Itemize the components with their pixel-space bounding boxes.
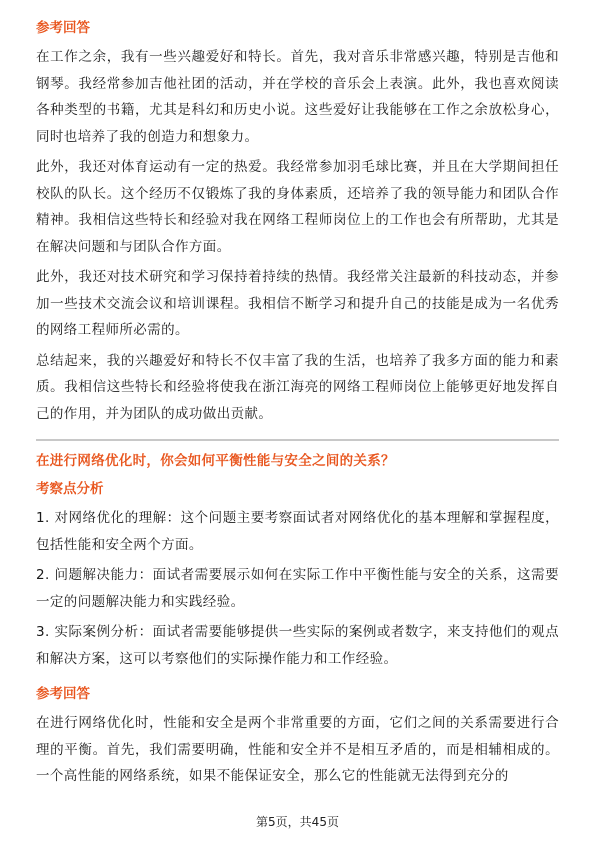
section-divider: [36, 439, 559, 441]
reference-answer-label: 参考回答: [36, 686, 90, 702]
reference-answer-label: 参考回答: [36, 20, 90, 36]
answer-paragraph: 总结起来，我的兴趣爱好和特长不仅丰富了我的生活，也培养了我多方面的能力和素质。我相信这些特长和经验将使我在浙江海亮的网络工程师岗位上能够更好地发挥自己的作用，并为团队的成功做出贡献。: [36, 352, 559, 422]
analysis-item: 1. 对网络优化的理解：这个问题主要考察面试者对网络优化的基本理解和掌握程度，包括性能和安全两个方面。: [36, 510, 559, 553]
spacer: [36, 676, 559, 684]
answer-paragraph: 在进行网络优化时，性能和安全是两个非常重要的方面，它们之间的关系需要进行合理的平衡。首先，我们需要明确，性能和安全并不是相互矛盾的，而是相辅相成的。一个高性能的网络系统，如果不能保证安全，那么它的性能就无法得到充分的: [36, 715, 559, 784]
analysis-item: 2. 问题解决能力：面试者需要展示如何在实际工作中平衡性能与安全的关系，这需要一定的问题解决能力和实践经验。: [36, 567, 559, 610]
question-heading: 在进行网络优化时，你会如何平衡性能与安全之间的关系？: [36, 453, 395, 469]
page-number: 第5页，共45页: [256, 815, 339, 829]
analysis-label: 考察点分析: [36, 481, 104, 497]
answer-paragraph: 此外，我还对体育运动有一定的热爱。我经常参加羽毛球比赛，并且在大学期间担任校队的队长。这个经历不仅锻炼了我的身体素质，还培养了我的领导能力和团队合作精神。我相信这些特长和经验对我在网络工程师岗位上的工作也会有所帮助，尤其是在解决问题和与团队合作方面。: [36, 159, 559, 255]
analysis-item: 3. 实际案例分析：面试者需要能够提供一些实际的案例或者数字，来支持他们的观点和解决方案，这可以考察他们的实际操作能力和工作经验。: [36, 624, 559, 667]
answer-paragraph: 此外，我还对技术研究和学习保持着持续的热情。我经常关注最新的科技动态，并参加一些技术交流会议和培训课程。我相信不断学习和提升自己的技能是成为一名优秀的网络工程师所必需的。: [36, 269, 559, 338]
answer-paragraph: 在工作之余，我有一些兴趣爱好和特长。首先，我对音乐非常感兴趣，特别是吉他和钢琴。我经常参加吉他社团的活动，并在学校的音乐会上表演。此外，我也喜欢阅读各种类型的书籍，尤其是科幻和历史小说。这些爱好让我能够在工作之余放松身心，同时也培养了我的创造力和想象力。: [36, 49, 559, 145]
page-content: [36, 18, 559, 794]
